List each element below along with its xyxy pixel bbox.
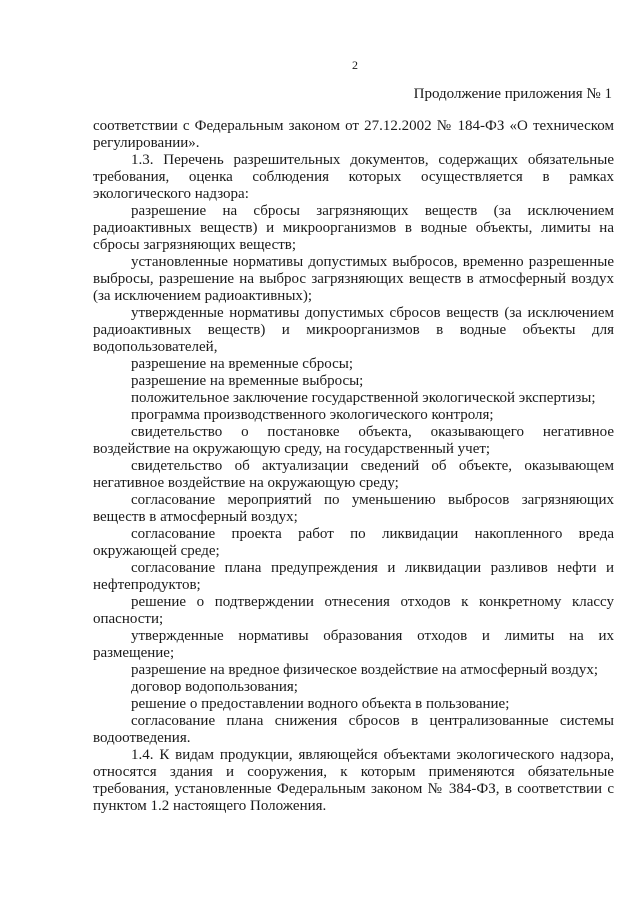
document-body: [93, 118, 614, 815]
list-item-temporary-emissions: разрешение на временные выбросы;: [131, 373, 364, 389]
list-item-damage-liquidation-approval: согласование проекта работ по ликвидации накопленного вреда окружающей среде;: [93, 526, 614, 559]
list-item-expertise-conclusion: положительное заключение государственной экологической экспертизы;: [131, 390, 596, 406]
paragraph-continuation: соответствии с Федеральным законом от 27.12.2002 № 184-ФЗ «О техническом регулировании».: [93, 118, 614, 151]
list-item-waste-hazard-class: решение о подтверждении отнесения отходов к конкретному классу опасности;: [93, 594, 614, 627]
list-item-water-body-decision: решение о предоставлении водного объекта в пользование;: [131, 696, 510, 712]
list-item-discharge-standards: утвержденные нормативы допустимых сбросов веществ (за исключением радиоактивных веществ) и микроорганизмов в водные объекты для водопользователей,: [93, 305, 614, 355]
paragraph-section-1-3: 1.3. Перечень разрешительных документов, содержащих обязательные требования, оценка соблюдения которых осуществляется в рамках экологического надзора:: [93, 152, 614, 202]
list-item-update-certificate: свидетельство об актуализации сведений об объекте, оказывающем негативное воздействие на окружающую среду;: [93, 458, 614, 491]
list-item-emission-reduction-approval: согласование мероприятий по уменьшению выбросов загрязняющих веществ в атмосферный воздух;: [93, 492, 614, 525]
page-number: 2: [352, 58, 358, 72]
list-item-registration-certificate: свидетельство о постановке объекта, оказывающего негативное воздействие на окружающую среду, на государственный учет;: [93, 424, 614, 457]
list-item-water-use-contract: договор водопользования;: [131, 679, 298, 695]
list-item-oil-spill-plan: согласование плана предупреждения и ликвидации разливов нефти и нефтепродуктов;: [93, 560, 614, 593]
list-item-temporary-discharges: разрешение на временные сбросы;: [131, 356, 354, 372]
list-item-emission-standards: установленные нормативы допустимых выбросов, временно разрешенные выбросы, разрешение на выброс загрязняющих веществ в атмосферный воздух (за исключением радиоактивных);: [93, 254, 614, 304]
list-item-physical-impact-permit: разрешение на вредное физическое воздействие на атмосферный воздух;: [131, 662, 599, 678]
paragraph-section-1-4: 1.4. К видам продукции, являющейся объектами экологического надзора, относятся здания и сооружения, к которым применяются обязательные требования, установленные Федеральным законом № 384-ФЗ, в соответствии с пунктом 1.2 настоящего Положения.: [93, 747, 614, 814]
list-item-discharge-permit: разрешение на сбросы загрязняющих веществ (за исключением радиоактивных веществ) и микроорганизмов в водные объекты, лимиты на сбросы загрязняющих веществ;: [93, 203, 614, 253]
list-item-control-program: программа производственного экологического контроля;: [131, 407, 494, 423]
list-item-discharge-reduction-plan: согласование плана снижения сбросов в централизованные системы водоотведения.: [93, 713, 614, 746]
list-item-waste-standards: утвержденные нормативы образования отходов и лимиты на их размещение;: [93, 628, 614, 661]
appendix-continuation-note: Продолжение приложения № 1: [413, 86, 612, 102]
